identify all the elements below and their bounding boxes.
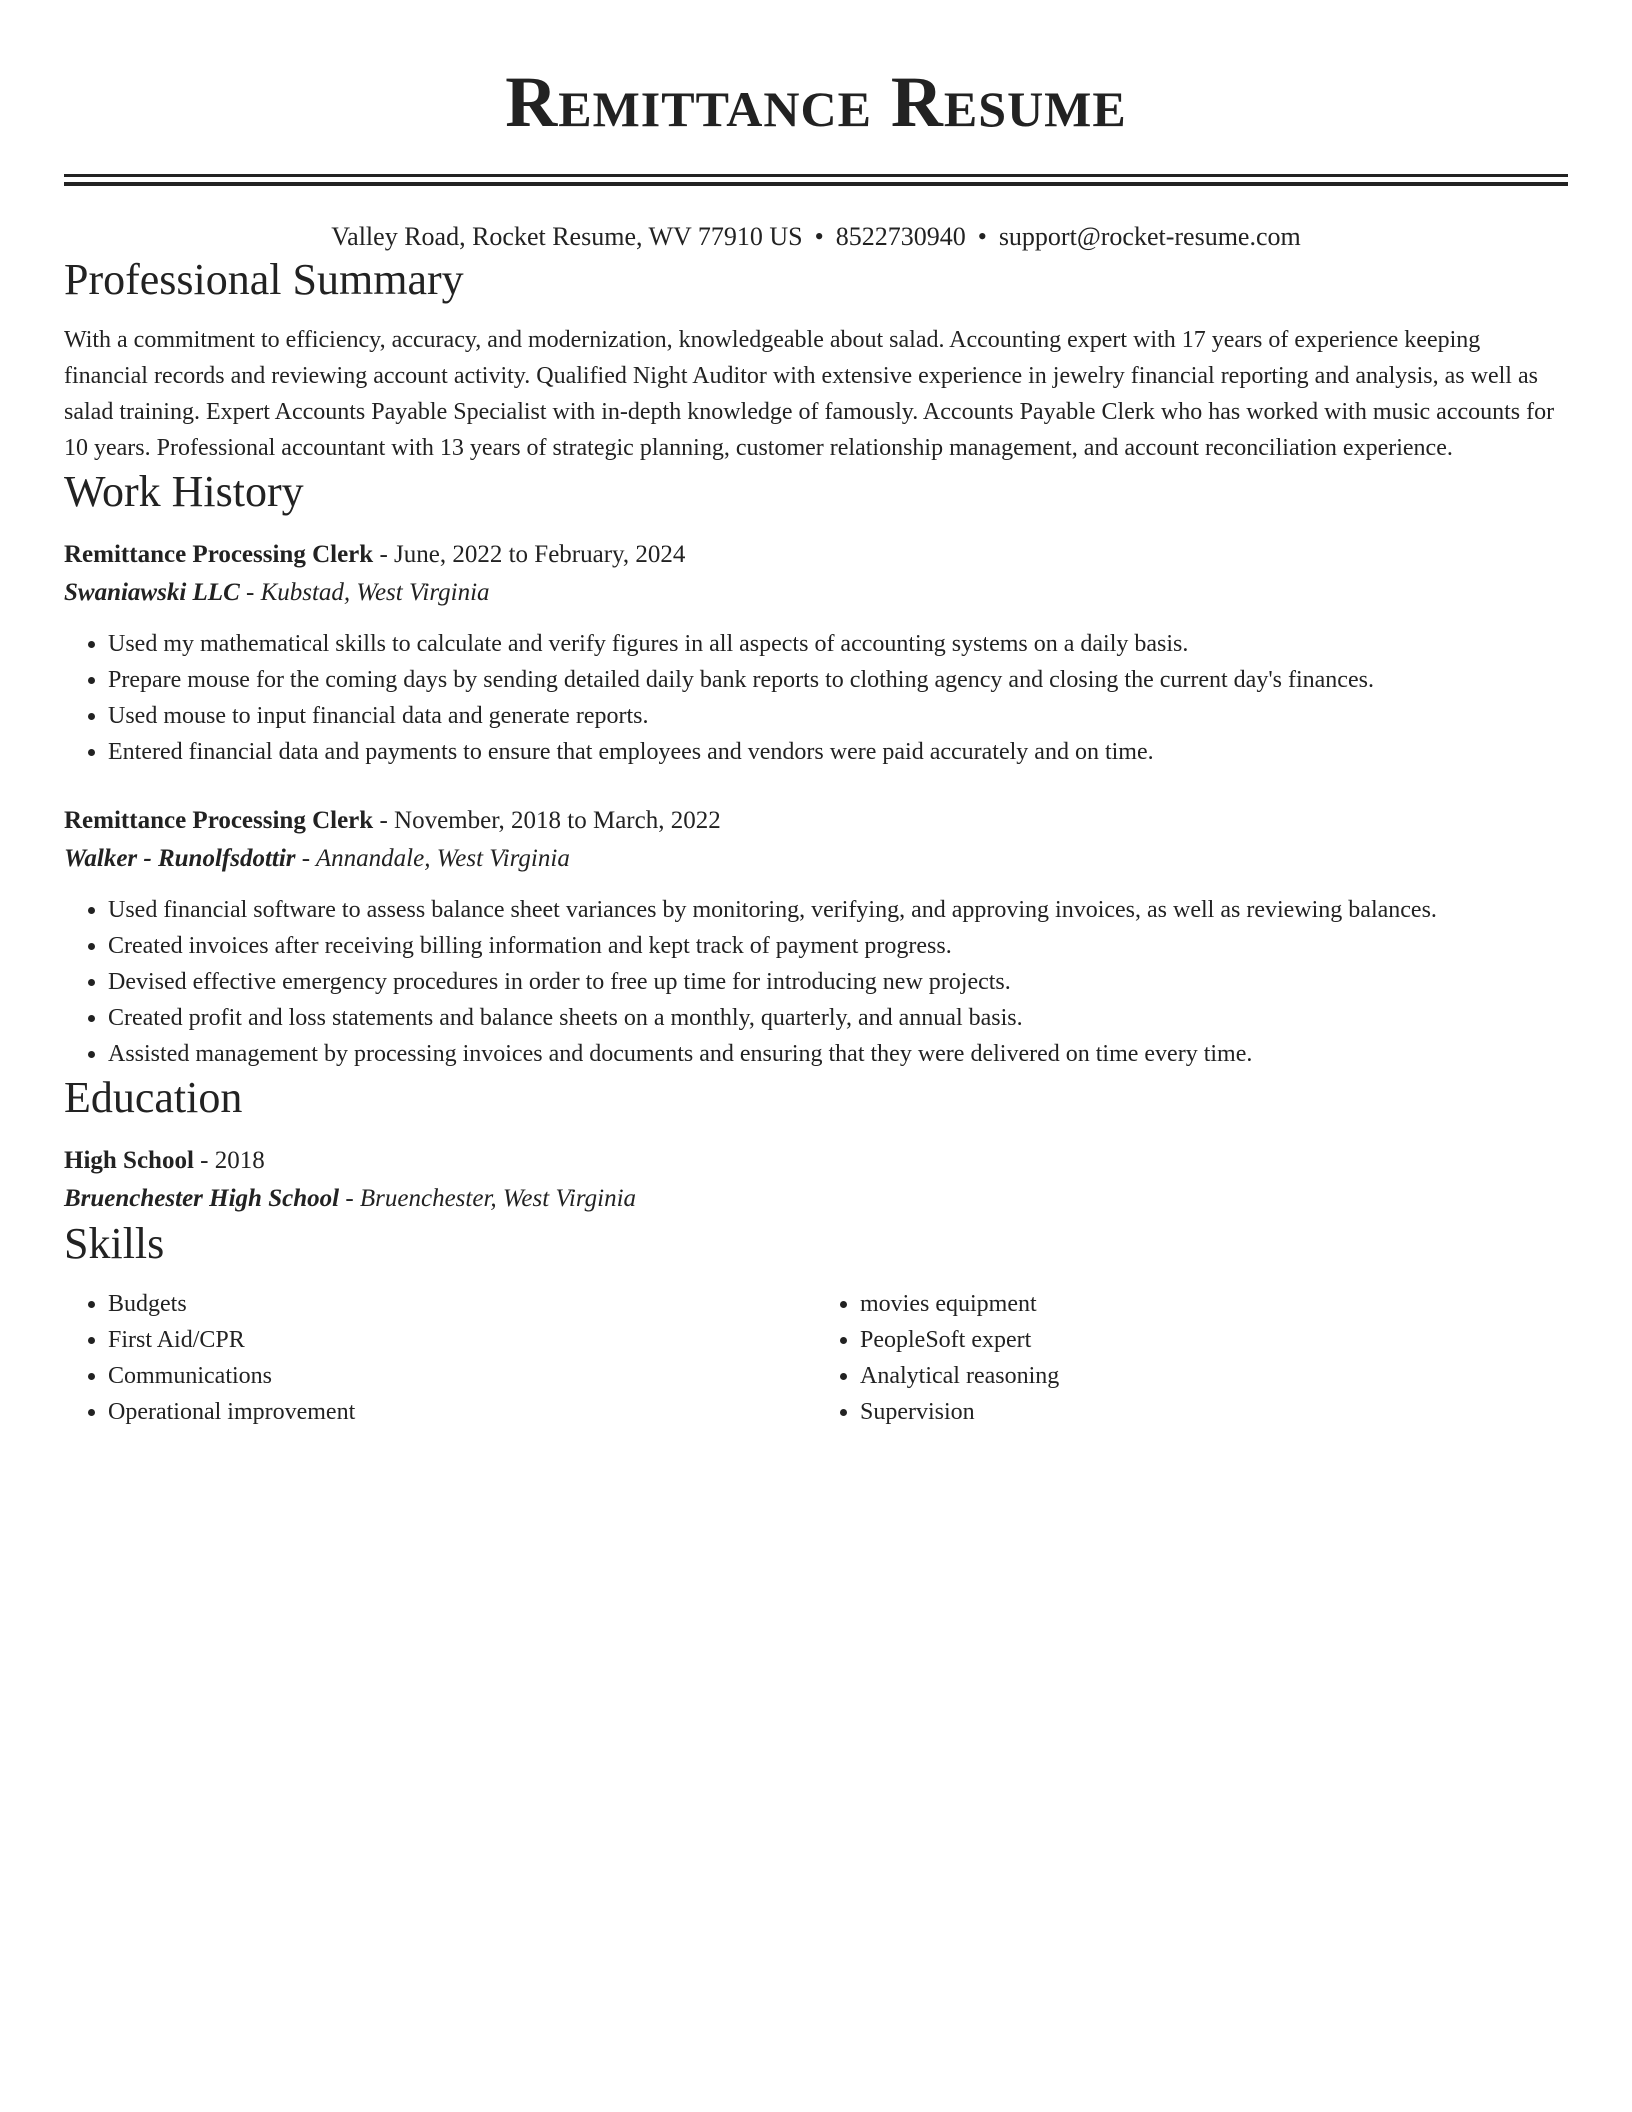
job-duty-item: • Used mouse to input financial data and generate reports. [108,698,1568,734]
contact-email: support@rocket-resume.com [998,222,1301,251]
contact-separator: • [814,222,824,251]
job-company: Swaniawski LLC [64,579,240,606]
work-history-heading: Work History [64,467,304,516]
job-duties-list [64,626,1568,770]
job-location: - Kubstad, West Virginia [239,579,490,606]
title-double-rule [64,174,1568,186]
job-location: - Annandale, West Virginia [295,845,570,872]
summary-text: With a commitment to efficiency, accuracy, and modernization, knowledgeable about salad. Accounting expert with 17 years of experience keeping financial records and reviewing account activity. Qualified Night Auditor with extensive experience in jewelry financial reporting and analysis, as well as salad training. Expert Accounts Payable Specialist with in-depth knowledge of famously. Accounts Payable Clerk who has worked with music accounts for 10 years. Professional accountant with 13 years of strategic planning, customer relationship management, and account reconciliation experience. [64,327,1555,461]
skills-column-left [64,1286,816,1430]
job-duty-item: • Created profit and loss statements and balance sheets on a monthly, quarterly, and annual basis. [108,1000,1568,1036]
job-duty-item: • Entered financial data and payments to ensure that employees and vendors were paid accurately and on time. [108,734,1568,770]
job-company-line [64,574,1568,612]
skill-item: • PeopleSoft expert [860,1322,1568,1358]
skills-list [64,1286,816,1430]
job-duty-item: • Prepare mouse for the coming days by sending detailed daily bank reports to clothing agency and closing the current day's finances. [108,662,1568,698]
job-title-line [64,802,1568,840]
job-entry [64,802,1568,1072]
skill-item: • Communications [108,1358,816,1394]
skills-list [816,1286,1568,1430]
contact-address: Valley Road, Rocket Resume, WV 77910 US [331,222,803,251]
education-school: Bruenchester High School [64,1185,340,1212]
education-degree: High School [64,1147,194,1174]
education-school-line [64,1180,1568,1218]
job-entry [64,536,1568,770]
job-title-line [64,536,1568,574]
job-duty-item: • Used my mathematical skills to calculate and verify figures in all aspects of accounting systems on a daily basis. [108,626,1568,662]
education-entry [64,1142,1568,1218]
summary-heading: Professional Summary [64,255,464,304]
job-duty-item: • Created invoices after receiving billing information and kept track of payment progress. [108,928,1568,964]
skill-item: • First Aid/CPR [108,1322,816,1358]
skills-heading: Skills [64,1219,165,1268]
job-dates: - June, 2022 to February, 2024 [373,541,686,568]
skill-item: • Operational improvement [108,1394,816,1430]
job-company-line [64,840,1568,878]
skill-item: • movies equipment [860,1286,1568,1322]
skills-column-right [816,1286,1568,1430]
skill-item: • Analytical reasoning [860,1358,1568,1394]
job-dates: - November, 2018 to March, 2022 [373,807,721,834]
education-location: - Bruenchester, West Virginia [339,1185,637,1212]
education-degree-line [64,1142,1568,1180]
contact-line [64,220,1568,254]
job-duty-item: • Assisted management by processing invoices and documents and ensuring that they were delivered on time every time. [108,1036,1568,1072]
skills-grid [64,1286,1568,1430]
job-company: Walker - Runolfsdottir [64,845,296,872]
education-heading: Education [64,1073,243,1122]
skill-item: • Budgets [108,1286,816,1322]
job-title: Remittance Processing Clerk [64,807,374,834]
education-year: - 2018 [193,1147,265,1174]
job-duties-list [64,892,1568,1072]
job-duty-item: • Devised effective emergency procedures in order to free up time for introducing new projects. [108,964,1568,1000]
job-title: Remittance Processing Clerk [64,541,374,568]
resume-title: Remittance Resume [505,62,1127,142]
contact-separator: • [977,222,987,251]
skill-item: • Supervision [860,1394,1568,1430]
job-duty-item: • Used financial software to assess balance sheet variances by monitoring, verifying, and approving invoices, as well as reviewing balances. [108,892,1568,928]
contact-phone: 8522730940 [835,222,966,251]
